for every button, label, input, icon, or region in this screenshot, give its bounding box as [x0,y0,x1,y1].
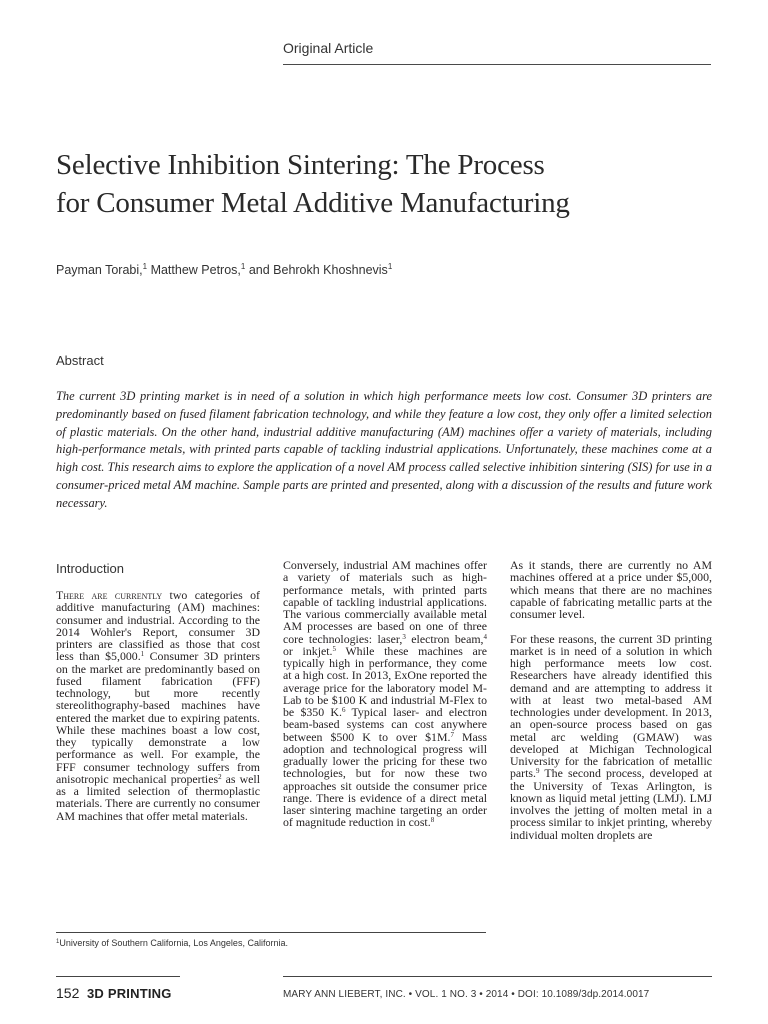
footnote-text: University of Southern California, Los Angeles, California. [59,938,288,948]
body-column-1 [56,589,260,822]
journal-name: 3D PRINTING [87,986,172,1001]
body-text: Consumer 3D printers on the market are predominantly based on fused filament fabrication (FFF) technology, but more recently stereolithography-based machines have entered the market due to expiring patents. While these machines boast a low cost, they typically demonstrate a low performance as well. For example, the FFF consumer technology suffers from anisotropic mechanical properties [56,649,260,786]
affiliation-marker: 1 [142,262,148,271]
body-text: as well as a limited selection of thermoplastic materials. There are currently no consumer AM machines that offer metal materials. [56,771,260,823]
body-text: The second process, developed at the University of Texas Arlington, is known as liquid metal jetting (LMJ). LMJ involves the jetting of molten metal in a process similar to inkjet printing, whereby individual molten droplets are [510,766,712,842]
body-column-3 [510,559,712,841]
author-name: Matthew Petros, [150,263,241,277]
lead-in-text: There are currently [56,588,163,602]
body-paragraph [510,633,712,841]
body-paragraph [283,559,487,829]
footer-citation: MARY ANN LIEBERT, INC. • VOL. 1 NO. 3 • 2014 • DOI: 10.1089/3dp.2014.0017 [283,989,650,1000]
affiliation-marker: 1 [387,262,393,271]
reference-marker: 9 [535,767,540,776]
body-text: two categories of additive manufacturing (AM) machines: consumer and industrial. According to the 2014 Wohler's Report, consumer 3D printers are classified as those that cost less than $5,000. [56,588,260,664]
body-text: Conversely, industrial AM machines offer a variety of materials such as high-performance metals, with printed parts capable of tackling industrial applications. The various commercially available metal AM processes are based on one of three core technologies: laser, [283,558,487,646]
body-paragraph: As it stands, there are currently no AM machines offered at a price under $5,000, which means that there are no machines capable of fabricating metallic parts at the consumer level. [510,558,712,621]
page-number: 152 [56,985,80,1001]
reference-marker: 8 [430,816,435,825]
reference-marker: 4 [483,632,487,641]
body-column-2 [283,559,487,829]
article-title [56,146,716,222]
abstract-heading: Abstract [56,353,104,368]
reference-marker: 6 [341,706,346,714]
reference-marker: 7 [450,730,454,739]
reference-marker: 2 [218,772,222,781]
body-text: Typical laser- and electron beam-based systems can cost anywhere between $500 K to over $1M. [283,705,488,744]
abstract-text: The current 3D printing market is in need of a solution in which high performance meets low cost. Consumer 3D printers are predominantly based on fused filament fabrication technology, and while they feature a low cost, they only offer a limited selection of plastic materials. On the other hand, industrial additive manufacturing (AM) machines offer a variety of materials, including high-performance metals, with printed parts capable of tackling industrial applications. Unfortunately, these machines come at a high cost. This research aims to explore the application of a novel AM process called selective inhibition sintering (SIS) for use in a consumer-priced metal AM machine. Sample parts are printed and presented, along with a discussion of the results and future work necessary. [56,389,712,510]
body-text: For these reasons, the current 3D printing market is in need of a solution in which high performance meets low cost. Researchers have already identified this demand and are attempting to address it with at least two metal-based AM technologies under development. In 2013, an open-source process based on gas metal arc welding (GMAW) was developed at Michigan Technological University for the fabrication of metallic parts. [510,631,712,781]
article-type-label: Original Article [283,40,374,56]
reference-marker: 1 [140,650,145,659]
reference-marker: 5 [332,644,336,653]
title-line-2: for Consumer Metal Additive Manufacturing [56,187,570,219]
introduction-heading: Introduction [56,561,124,576]
body-text: Mass adoption and technological progress will gradually lower the pricing for these two technologies, but for now these two approaches sit outside the consumer price range. There is evidence of a direct metal laser sintering machine targeting an order of magnitude reduction in cost. [283,729,487,830]
body-paragraph [56,589,260,822]
footnote-marker: 1 [56,939,60,945]
footnote-rule [56,932,486,933]
header-rule [283,64,711,65]
author-name: and Behrokh Khoshnevis [248,263,388,277]
body-text: or inkjet. [283,643,333,658]
author-name: Payman Torabi, [56,263,143,277]
reference-marker: 3 [402,632,406,641]
body-text: While these machines are typically high in performance, they come at a high cost. In 2013, ExOne reported the average price for the laboratory model M-Lab to be $100 K and industrial M-Flex to be $350 K. [283,643,487,719]
footer-rule-left [56,976,180,977]
title-line-1: Selective Inhibition Sintering: The Process [56,149,545,181]
author-list [56,262,392,277]
footer-rule-right [283,976,712,977]
affiliation-footnote [56,938,288,948]
affiliation-marker: 1 [240,262,246,271]
body-text: electron beam, [405,631,484,646]
